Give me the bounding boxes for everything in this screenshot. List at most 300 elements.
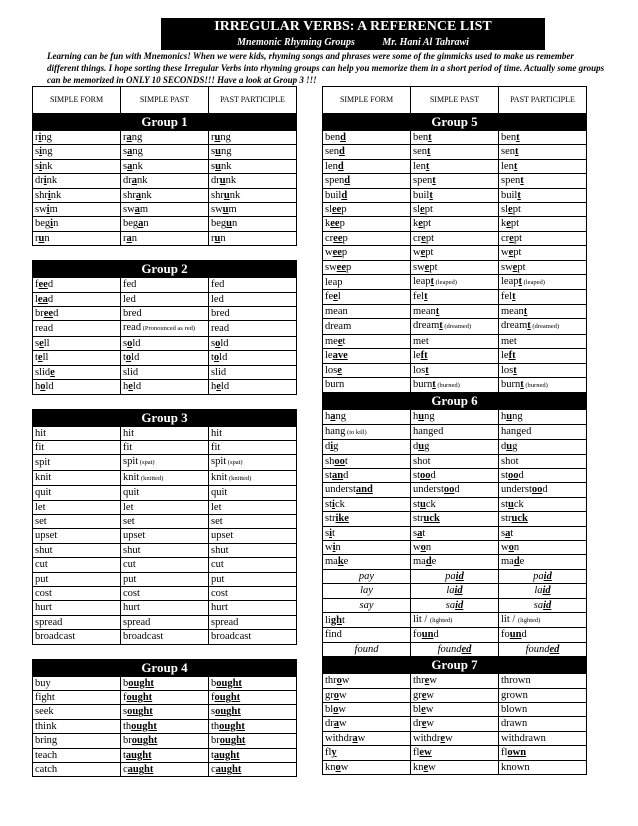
verb-cell: paid [411, 569, 499, 583]
verb-cell: brought [121, 734, 209, 748]
verb-cell: quit [33, 486, 121, 500]
table-row [33, 145, 297, 159]
verb-cell: let [33, 500, 121, 514]
table-row [33, 131, 297, 145]
verb-cell: feel [323, 290, 411, 304]
verb-cell: lit / (lighted) [411, 613, 499, 628]
verb-cell: lent [499, 159, 587, 173]
verb-cell: bring [33, 734, 121, 748]
verb-cell: fought [209, 691, 297, 705]
verb-cell: hit [209, 426, 297, 440]
table-row [323, 319, 587, 334]
verb-cell: lost [499, 363, 587, 377]
verb-cell: hold [33, 380, 121, 394]
verb-cell: understood [499, 483, 587, 497]
verb-cell: spent [411, 174, 499, 188]
table-row [33, 365, 297, 379]
note: (dreamed) [530, 323, 560, 331]
verb-cell: taught [121, 748, 209, 762]
verb-cell: pay [323, 569, 411, 583]
table-row [323, 304, 587, 318]
verb-cell: slid [209, 365, 297, 379]
table-row [323, 334, 587, 348]
verb-cell: began [121, 217, 209, 231]
verb-cell: shrank [121, 188, 209, 202]
verb-cell: held [209, 380, 297, 394]
table-row [33, 586, 297, 600]
verb-cell: thought [121, 719, 209, 733]
verb-cell: met [499, 334, 587, 348]
table-row [323, 584, 587, 598]
note: (lighted) [517, 617, 541, 624]
verb-cell: sunk [209, 159, 297, 173]
table-row [323, 440, 587, 454]
verb-cell: felt [499, 290, 587, 304]
table-row [33, 615, 297, 629]
verb-cell: grown [499, 688, 587, 702]
table-row [323, 174, 587, 188]
verb-cell: struck [411, 512, 499, 526]
verb-cell: win [323, 540, 411, 554]
column-header-row [33, 87, 297, 114]
verb-cell: meet [323, 334, 411, 348]
verb-cell: spread [121, 615, 209, 629]
verb-cell: blown [499, 703, 587, 717]
verb-cell: found [411, 628, 499, 642]
verb-cell: broadcast [209, 630, 297, 644]
table-row [323, 424, 587, 439]
verb-cell: stick [323, 497, 411, 511]
verb-cell: find [323, 628, 411, 642]
table-row [33, 676, 297, 690]
verb-cell: strike [323, 512, 411, 526]
verb-cell: hit [121, 426, 209, 440]
verb-cell: set [33, 514, 121, 528]
verb-cell: tell [33, 351, 121, 365]
verb-cell: teach [33, 748, 121, 762]
verb-cell: dug [499, 440, 587, 454]
table-row [323, 642, 587, 656]
table-row [323, 290, 587, 304]
group-header: Group 4 [33, 659, 297, 676]
table-row [33, 734, 297, 748]
verb-cell: fight [33, 691, 121, 705]
verb-cell: let [121, 500, 209, 514]
verb-cell: fit [121, 440, 209, 454]
note: (leaped) [434, 279, 457, 287]
verb-cell: hung [411, 410, 499, 424]
verb-cell: meant [499, 304, 587, 318]
verb-cell: thrown [499, 674, 587, 688]
verb-cell: crept [499, 231, 587, 245]
verb-cell: leapt (leaped) [411, 275, 499, 290]
verb-cell: felt [411, 290, 499, 304]
verb-cell: meant [411, 304, 499, 318]
verb-cell: knit (knitted) [209, 470, 297, 485]
table-row [323, 731, 587, 745]
verb-cell: swept [499, 260, 587, 274]
table-row [33, 174, 297, 188]
table-row [33, 529, 297, 543]
verb-cell: burnt (burned) [411, 377, 499, 392]
table-row [323, 275, 587, 290]
table-row [323, 512, 587, 526]
table-row [323, 217, 587, 231]
verb-cell: withdraw [323, 731, 411, 745]
verb-cell: bent [411, 131, 499, 145]
verb-cell: put [33, 572, 121, 586]
table-row [323, 159, 587, 173]
verb-cell: begun [209, 217, 297, 231]
group-header: Group 1 [33, 114, 297, 131]
verb-cell: hang (to kill) [323, 424, 411, 439]
verb-cell: leave [323, 349, 411, 363]
verb-cell: sought [209, 705, 297, 719]
verb-cell: swam [121, 203, 209, 217]
verb-cell: hang [323, 410, 411, 424]
left-table [32, 86, 297, 777]
verb-cell: bought [121, 676, 209, 690]
table-row [33, 231, 297, 245]
group-header: Group 6 [323, 393, 587, 410]
table-row [323, 555, 587, 569]
verb-cell: sang [121, 145, 209, 159]
column-header: SIMPLE PAST [411, 87, 499, 114]
verb-cell: quit [209, 486, 297, 500]
verb-cell: sung [209, 145, 297, 159]
verb-cell: sat [411, 526, 499, 540]
table-row [323, 363, 587, 377]
verb-cell: fed [209, 278, 297, 292]
verb-cell: shrink [33, 188, 121, 202]
verb-cell: caught [121, 763, 209, 777]
verb-cell: sell [33, 336, 121, 350]
table-row [323, 746, 587, 760]
verb-cell: withdrawn [499, 731, 587, 745]
verb-cell: broadcast [33, 630, 121, 644]
verb-cell: brought [209, 734, 297, 748]
verb-cell: quit [121, 486, 209, 500]
verb-cell: grow [323, 688, 411, 702]
table-row [323, 377, 587, 392]
table-row [33, 307, 297, 321]
verb-cell: upset [121, 529, 209, 543]
verb-cell: held [121, 380, 209, 394]
verb-cell: threw [411, 674, 499, 688]
subtitle-right: Mr. Hani Al Tahrawi [382, 37, 469, 48]
table-row [323, 703, 587, 717]
verb-cell: drunk [209, 174, 297, 188]
group-header: Group 2 [33, 261, 297, 278]
table-row [323, 468, 587, 482]
verb-cell: burnt (burned) [499, 377, 587, 392]
table-row [33, 380, 297, 394]
group-header: Group 5 [323, 114, 587, 131]
verb-cell: blew [411, 703, 499, 717]
verb-cell: spend [323, 174, 411, 188]
note: (lighted) [429, 617, 453, 624]
column-header: PAST PARTICIPLE [209, 87, 297, 114]
verb-cell: spit (spat) [121, 455, 209, 470]
subtitle-left: Mnemonic Rhyming Groups [237, 37, 355, 48]
verb-cell: bend [323, 131, 411, 145]
verb-cell: fly [323, 746, 411, 760]
table-row [33, 719, 297, 733]
spacer-row [33, 246, 297, 261]
table-row [33, 321, 297, 336]
verb-cell: put [121, 572, 209, 586]
note: (knitted) [139, 474, 164, 482]
note: (burned) [523, 381, 548, 389]
verb-cell: shoot [323, 454, 411, 468]
spacer-row [33, 394, 297, 409]
page-title: IRREGULAR VERBS: A REFERENCE LIST [161, 18, 545, 36]
verb-cell: sleep [323, 203, 411, 217]
verb-cell: think [33, 719, 121, 733]
table-row [323, 188, 587, 202]
verb-cell: left [411, 349, 499, 363]
verb-cell: founded [499, 642, 587, 656]
verb-cell: knew [411, 760, 499, 774]
table-row [33, 455, 297, 470]
table-row [323, 569, 587, 583]
verb-cell: found [323, 642, 411, 656]
verb-cell: shot [411, 454, 499, 468]
verb-cell: shut [121, 543, 209, 557]
verb-cell: founded [411, 642, 499, 656]
spacer-row [33, 644, 297, 659]
verb-cell: shut [209, 543, 297, 557]
verb-cell: lay [323, 584, 411, 598]
verb-cell: draw [323, 717, 411, 731]
verb-cell: said [499, 598, 587, 612]
table-row [323, 526, 587, 540]
group-header: Group 3 [33, 409, 297, 426]
table-row [33, 188, 297, 202]
verb-cell: drew [411, 717, 499, 731]
column-header: SIMPLE FORM [33, 87, 121, 114]
verb-cell: sent [499, 145, 587, 159]
verb-cell: set [121, 514, 209, 528]
verb-cell: hit [33, 426, 121, 440]
verb-cell: bred [121, 307, 209, 321]
verb-cell: lend [323, 159, 411, 173]
verb-cell: built [499, 188, 587, 202]
verb-cell: laid [411, 584, 499, 598]
verb-cell: swim [33, 203, 121, 217]
verb-cell: caught [209, 763, 297, 777]
verb-cell: spread [209, 615, 297, 629]
table-row [33, 763, 297, 777]
verb-cell: put [209, 572, 297, 586]
verb-cell: cut [33, 558, 121, 572]
verb-cell: run [209, 231, 297, 245]
table-row [33, 572, 297, 586]
table-row [323, 688, 587, 702]
verb-cell: spit [33, 455, 121, 470]
subtitle [161, 36, 545, 50]
verb-cell: hanged [411, 424, 499, 439]
verb-cell: sweep [323, 260, 411, 274]
verb-cell: knit (knitted) [121, 470, 209, 485]
table-row [323, 717, 587, 731]
verb-cell: send [323, 145, 411, 159]
table-row [33, 336, 297, 350]
verb-cell: broadcast [121, 630, 209, 644]
table-row [323, 613, 587, 628]
verb-cell: struck [499, 512, 587, 526]
table-row [33, 426, 297, 440]
table-row [323, 231, 587, 245]
verb-cell: read [33, 321, 121, 336]
verb-cell: drank [121, 174, 209, 188]
verb-cell: build [323, 188, 411, 202]
table-row [33, 705, 297, 719]
column-header: PAST PARTICIPLE [499, 87, 587, 114]
note: (Pronounced as red) [141, 325, 196, 333]
verb-cell: slide [33, 365, 121, 379]
verb-cell: lose [323, 363, 411, 377]
verb-cell: cost [209, 586, 297, 600]
verb-cell: ran [121, 231, 209, 245]
verb-cell: spit (spat) [209, 455, 297, 470]
table-row [323, 349, 587, 363]
verb-cell: made [411, 555, 499, 569]
verb-cell: hurt [121, 601, 209, 615]
verb-cell: read (Pronounced as red) [121, 321, 209, 336]
verb-cell: keep [323, 217, 411, 231]
verb-cell: swum [209, 203, 297, 217]
verb-cell: lent [411, 159, 499, 173]
verb-cell: bent [499, 131, 587, 145]
right-column [322, 86, 587, 775]
verb-cell: rung [209, 131, 297, 145]
verb-cell: kept [411, 217, 499, 231]
verb-cell: lead [33, 292, 121, 306]
verb-cell: stood [499, 468, 587, 482]
verb-cell: hung [499, 410, 587, 424]
table-row [323, 260, 587, 274]
verb-cell: won [499, 540, 587, 554]
verb-cell: dug [411, 440, 499, 454]
table-row [33, 217, 297, 231]
verb-cell: told [209, 351, 297, 365]
verb-cell: dream [323, 319, 411, 334]
verb-cell: drink [33, 174, 121, 188]
verb-cell: breed [33, 307, 121, 321]
column-header: SIMPLE FORM [323, 87, 411, 114]
verb-cell: let [209, 500, 297, 514]
verb-cell: slept [499, 203, 587, 217]
verb-cell: hurt [209, 601, 297, 615]
verb-cell: spent [499, 174, 587, 188]
table-row [33, 500, 297, 514]
verb-cell: slept [411, 203, 499, 217]
verb-cell: withdrew [411, 731, 499, 745]
verb-cell: cut [121, 558, 209, 572]
note: (to kill) [345, 428, 367, 436]
verb-cell: buy [33, 676, 121, 690]
verb-cell: dig [323, 440, 411, 454]
verb-cell: stood [411, 468, 499, 482]
verb-cell: stand [323, 468, 411, 482]
note: (spat) [138, 459, 155, 467]
verb-cell: read [209, 321, 297, 336]
column-header: SIMPLE PAST [121, 87, 209, 114]
verb-cell: crept [411, 231, 499, 245]
verb-cell: drawn [499, 717, 587, 731]
verb-cell: light [323, 613, 411, 628]
verb-cell: swept [411, 260, 499, 274]
verb-cell: cost [33, 586, 121, 600]
table-row [323, 410, 587, 424]
table-row [33, 558, 297, 572]
verb-cell: leapt (leaped) [499, 275, 587, 290]
note: (spat) [226, 459, 243, 467]
verb-cell: dreamt (dreamed) [411, 319, 499, 334]
verb-cell: fit [209, 440, 297, 454]
table-row [33, 601, 297, 615]
verb-cell: sank [121, 159, 209, 173]
verb-cell: sit [323, 526, 411, 540]
table-row [33, 691, 297, 705]
verb-cell: creep [323, 231, 411, 245]
verb-cell: upset [209, 529, 297, 543]
verb-cell: shot [499, 454, 587, 468]
table-row [33, 351, 297, 365]
verb-cell: fit [33, 440, 121, 454]
table-row [33, 486, 297, 500]
verb-cell: upset [33, 529, 121, 543]
table-row [33, 292, 297, 306]
verb-cell: lit / (lighted) [499, 613, 587, 628]
verb-cell: sink [33, 159, 121, 173]
table-row [323, 145, 587, 159]
verb-cell: sing [33, 145, 121, 159]
table-row [323, 483, 587, 497]
verb-cell: sought [121, 705, 209, 719]
verb-cell: hanged [499, 424, 587, 439]
verb-cell: made [499, 555, 587, 569]
verb-cell: built [411, 188, 499, 202]
verb-cell: sent [411, 145, 499, 159]
note: (burned) [435, 381, 460, 389]
verb-cell: seek [33, 705, 121, 719]
verb-cell: wept [499, 246, 587, 260]
verb-cell: catch [33, 763, 121, 777]
verb-cell: burn [323, 377, 411, 392]
verb-cell: weep [323, 246, 411, 260]
verb-cell: dreamt (dreamed) [499, 319, 587, 334]
verb-cell: begin [33, 217, 121, 231]
table-row [323, 454, 587, 468]
table-row [323, 598, 587, 612]
verb-cell: hurt [33, 601, 121, 615]
verb-cell: bred [209, 307, 297, 321]
verb-cell: rang [121, 131, 209, 145]
note: (leaped) [522, 279, 545, 287]
verb-cell: thought [209, 719, 297, 733]
verb-cell: feed [33, 278, 121, 292]
verb-cell: won [411, 540, 499, 554]
verb-cell: met [411, 334, 499, 348]
note: (dreamed) [442, 323, 472, 331]
verb-cell: set [209, 514, 297, 528]
verb-cell: fed [121, 278, 209, 292]
verb-cell: fought [121, 691, 209, 705]
verb-cell: found [499, 628, 587, 642]
verb-cell: wept [411, 246, 499, 260]
